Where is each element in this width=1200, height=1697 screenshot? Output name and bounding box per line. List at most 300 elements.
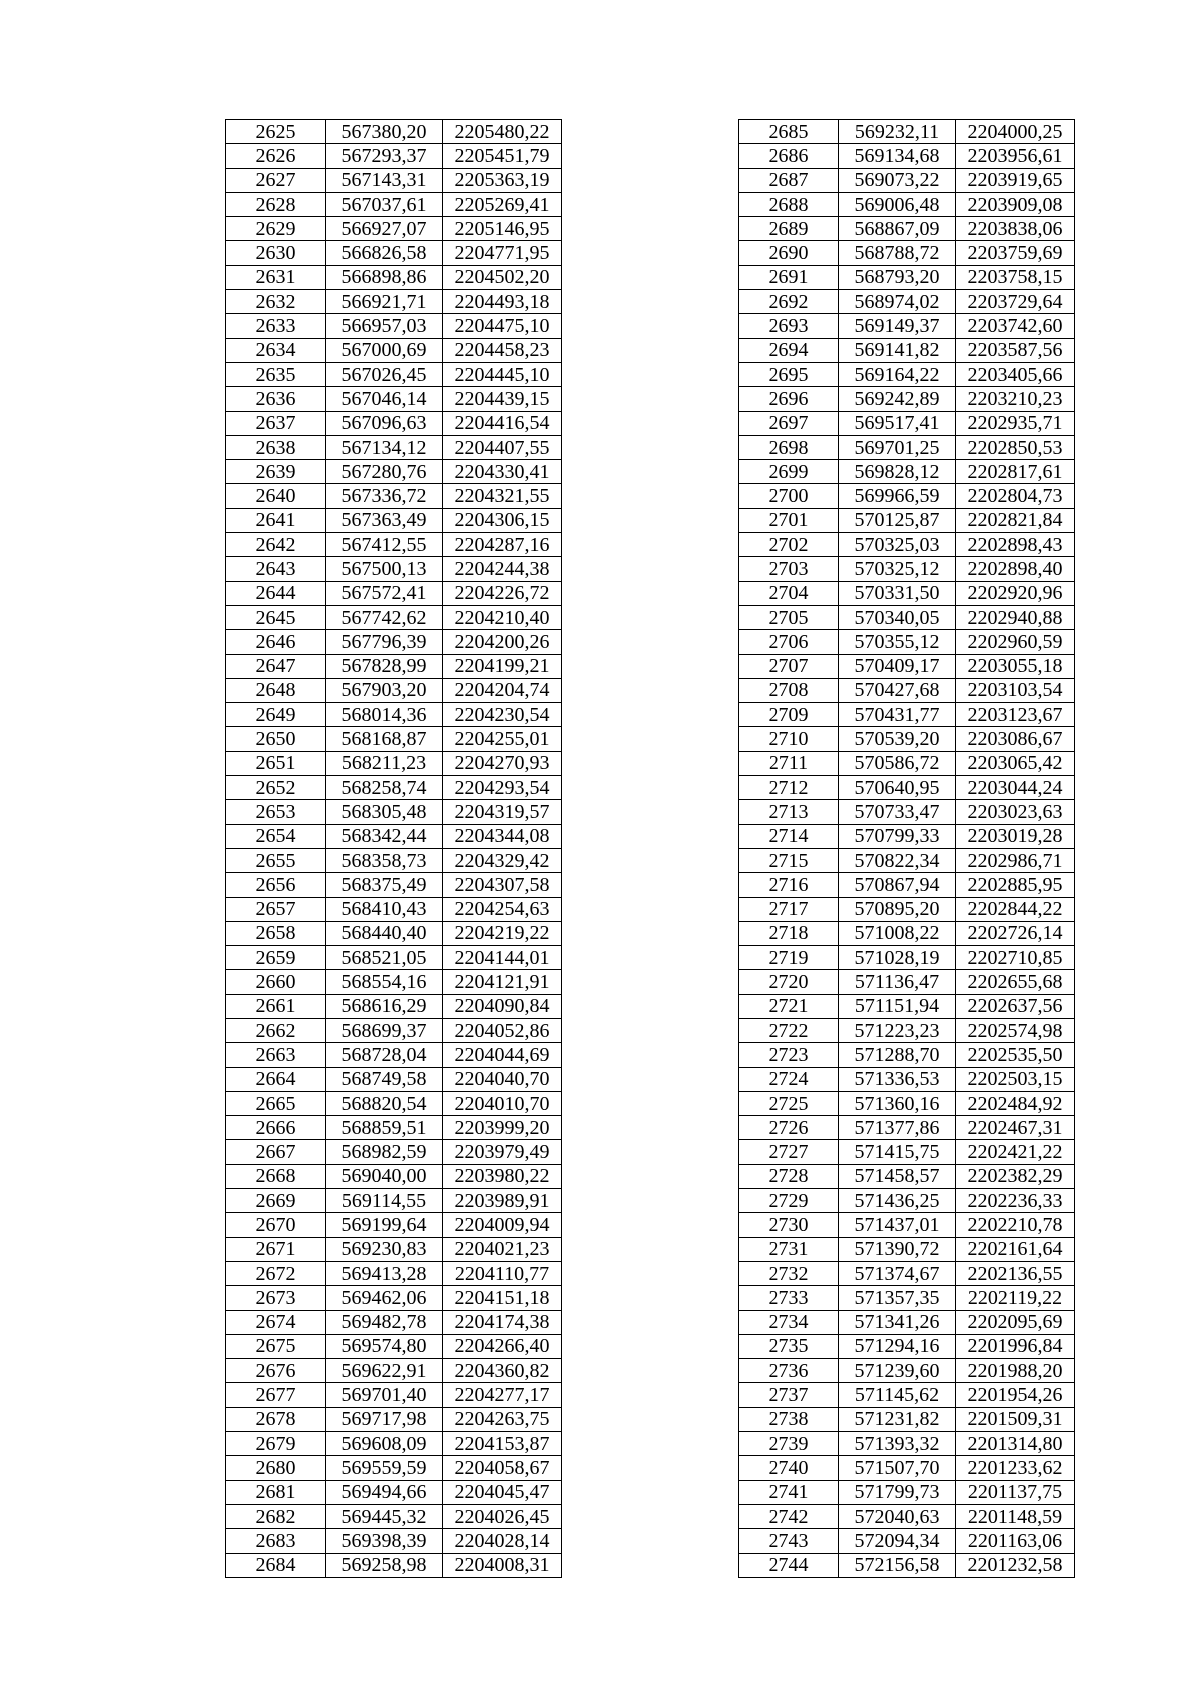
x-coordinate-cell: 571341,26 (839, 1310, 956, 1334)
point-number-cell: 2686 (739, 144, 839, 168)
x-coordinate-cell: 570895,20 (839, 897, 956, 921)
x-coordinate-cell: 566898,86 (326, 265, 443, 289)
table-row (739, 338, 1075, 362)
y-coordinate-cell: 2204439,15 (443, 387, 562, 411)
y-coordinate-cell: 2202119,22 (956, 1286, 1075, 1310)
table-row (739, 1213, 1075, 1237)
y-coordinate-cell: 2204010,70 (443, 1091, 562, 1115)
point-number-cell: 2625 (226, 120, 326, 144)
y-coordinate-cell: 2204009,94 (443, 1213, 562, 1237)
x-coordinate-cell: 568982,59 (326, 1140, 443, 1164)
table-row (739, 1359, 1075, 1383)
table-row (226, 630, 562, 654)
y-coordinate-cell: 2201509,31 (956, 1407, 1075, 1431)
point-number-cell: 2672 (226, 1261, 326, 1285)
table-row (739, 168, 1075, 192)
point-number-cell: 2682 (226, 1504, 326, 1528)
y-coordinate-cell: 2204255,01 (443, 727, 562, 751)
x-coordinate-cell: 567046,14 (326, 387, 443, 411)
point-number-cell: 2693 (739, 314, 839, 338)
x-coordinate-cell: 571288,70 (839, 1043, 956, 1067)
y-coordinate-cell: 2204044,69 (443, 1043, 562, 1067)
table-row (226, 1359, 562, 1383)
table-row (739, 265, 1075, 289)
coordinates-table-left (225, 119, 562, 1578)
y-coordinate-cell: 2203956,61 (956, 144, 1075, 168)
point-number-cell: 2694 (739, 338, 839, 362)
y-coordinate-cell: 2203044,24 (956, 776, 1075, 800)
x-coordinate-cell: 569574,80 (326, 1334, 443, 1358)
point-number-cell: 2679 (226, 1432, 326, 1456)
point-number-cell: 2692 (739, 290, 839, 314)
table-row (739, 1018, 1075, 1042)
y-coordinate-cell: 2204344,08 (443, 824, 562, 848)
x-coordinate-cell: 566927,07 (326, 217, 443, 241)
table-row (739, 1043, 1075, 1067)
y-coordinate-cell: 2204293,54 (443, 776, 562, 800)
table-row (739, 703, 1075, 727)
point-number-cell: 2687 (739, 168, 839, 192)
y-coordinate-cell: 2204254,63 (443, 897, 562, 921)
point-number-cell: 2654 (226, 824, 326, 848)
x-coordinate-cell: 568699,37 (326, 1018, 443, 1042)
y-coordinate-cell: 2203019,28 (956, 824, 1075, 848)
table-row (226, 362, 562, 386)
y-coordinate-cell: 2204270,93 (443, 751, 562, 775)
point-number-cell: 2741 (739, 1480, 839, 1504)
y-coordinate-cell: 2202503,15 (956, 1067, 1075, 1091)
point-number-cell: 2683 (226, 1529, 326, 1553)
x-coordinate-cell: 569242,89 (839, 387, 956, 411)
x-coordinate-cell: 569141,82 (839, 338, 956, 362)
y-coordinate-cell: 2205269,41 (443, 192, 562, 216)
x-coordinate-cell: 567500,13 (326, 557, 443, 581)
x-coordinate-cell: 569717,98 (326, 1407, 443, 1431)
point-number-cell: 2707 (739, 654, 839, 678)
x-coordinate-cell: 571151,94 (839, 994, 956, 1018)
y-coordinate-cell: 2202382,29 (956, 1164, 1075, 1188)
x-coordinate-cell: 566826,58 (326, 241, 443, 265)
x-coordinate-cell: 570325,12 (839, 557, 956, 581)
table-row (226, 168, 562, 192)
x-coordinate-cell: 569232,11 (839, 120, 956, 144)
point-number-cell: 2637 (226, 411, 326, 435)
y-coordinate-cell: 2204277,17 (443, 1383, 562, 1407)
y-coordinate-cell: 2204230,54 (443, 703, 562, 727)
y-coordinate-cell: 2203103,54 (956, 678, 1075, 702)
y-coordinate-cell: 2202935,71 (956, 411, 1075, 435)
point-number-cell: 2744 (739, 1553, 839, 1577)
point-number-cell: 2656 (226, 873, 326, 897)
y-coordinate-cell: 2201148,59 (956, 1504, 1075, 1528)
table-row (226, 848, 562, 872)
table-row (226, 1286, 562, 1310)
x-coordinate-cell: 570799,33 (839, 824, 956, 848)
table-row (226, 1456, 562, 1480)
point-number-cell: 2667 (226, 1140, 326, 1164)
point-number-cell: 2680 (226, 1456, 326, 1480)
table-row (739, 1504, 1075, 1528)
x-coordinate-cell: 570355,12 (839, 630, 956, 654)
table-row (739, 727, 1075, 751)
point-number-cell: 2674 (226, 1310, 326, 1334)
x-coordinate-cell: 571357,35 (839, 1286, 956, 1310)
y-coordinate-cell: 2203023,63 (956, 800, 1075, 824)
point-number-cell: 2642 (226, 533, 326, 557)
y-coordinate-cell: 2204200,26 (443, 630, 562, 654)
x-coordinate-cell: 568358,73 (326, 848, 443, 872)
x-coordinate-cell: 567903,20 (326, 678, 443, 702)
x-coordinate-cell: 568014,36 (326, 703, 443, 727)
y-coordinate-cell: 2201954,26 (956, 1383, 1075, 1407)
x-coordinate-cell: 570539,20 (839, 727, 956, 751)
y-coordinate-cell: 2204493,18 (443, 290, 562, 314)
table-row (226, 1140, 562, 1164)
x-coordinate-cell: 570409,17 (839, 654, 956, 678)
table-row (739, 1140, 1075, 1164)
point-number-cell: 2737 (739, 1383, 839, 1407)
x-coordinate-cell: 570125,87 (839, 508, 956, 532)
table-row (226, 921, 562, 945)
y-coordinate-cell: 2204045,47 (443, 1480, 562, 1504)
x-coordinate-cell: 569199,64 (326, 1213, 443, 1237)
table-row (739, 873, 1075, 897)
x-coordinate-cell: 570867,94 (839, 873, 956, 897)
table-row (739, 824, 1075, 848)
point-number-cell: 2709 (739, 703, 839, 727)
point-number-cell: 2733 (739, 1286, 839, 1310)
table-row (226, 1529, 562, 1553)
y-coordinate-cell: 2202710,85 (956, 946, 1075, 970)
y-coordinate-cell: 2203838,06 (956, 217, 1075, 241)
point-number-cell: 2703 (739, 557, 839, 581)
y-coordinate-cell: 2204287,16 (443, 533, 562, 557)
x-coordinate-cell: 570325,03 (839, 533, 956, 557)
point-number-cell: 2714 (739, 824, 839, 848)
table-row (739, 290, 1075, 314)
y-coordinate-cell: 2204199,21 (443, 654, 562, 678)
table-row (226, 508, 562, 532)
x-coordinate-cell: 568258,74 (326, 776, 443, 800)
x-coordinate-cell: 571028,19 (839, 946, 956, 970)
point-number-cell: 2647 (226, 654, 326, 678)
y-coordinate-cell: 2204330,41 (443, 460, 562, 484)
y-coordinate-cell: 2201314,80 (956, 1432, 1075, 1456)
point-number-cell: 2695 (739, 362, 839, 386)
table-row (739, 1237, 1075, 1261)
y-coordinate-cell: 2204360,82 (443, 1359, 562, 1383)
point-number-cell: 2735 (739, 1334, 839, 1358)
table-row (739, 1091, 1075, 1115)
y-coordinate-cell: 2203919,65 (956, 168, 1075, 192)
x-coordinate-cell: 569164,22 (839, 362, 956, 386)
y-coordinate-cell: 2203989,91 (443, 1189, 562, 1213)
table-row (739, 557, 1075, 581)
point-number-cell: 2696 (739, 387, 839, 411)
point-number-cell: 2685 (739, 120, 839, 144)
x-coordinate-cell: 569494,66 (326, 1480, 443, 1504)
table-row (226, 1334, 562, 1358)
table-row (226, 1213, 562, 1237)
table-row (226, 557, 562, 581)
table-row (739, 970, 1075, 994)
x-coordinate-cell: 568974,02 (839, 290, 956, 314)
y-coordinate-cell: 2202850,53 (956, 435, 1075, 459)
point-number-cell: 2651 (226, 751, 326, 775)
table-row (226, 144, 562, 168)
table-row (226, 411, 562, 435)
x-coordinate-cell: 571239,60 (839, 1359, 956, 1383)
y-coordinate-cell: 2202574,98 (956, 1018, 1075, 1042)
table-row (226, 1237, 562, 1261)
table-row (226, 727, 562, 751)
point-number-cell: 2718 (739, 921, 839, 945)
point-number-cell: 2719 (739, 946, 839, 970)
point-number-cell: 2673 (226, 1286, 326, 1310)
point-number-cell: 2734 (739, 1310, 839, 1334)
table-row (739, 1334, 1075, 1358)
point-number-cell: 2721 (739, 994, 839, 1018)
table-row (739, 241, 1075, 265)
point-number-cell: 2671 (226, 1237, 326, 1261)
y-coordinate-cell: 2201233,62 (956, 1456, 1075, 1480)
x-coordinate-cell: 568410,43 (326, 897, 443, 921)
point-number-cell: 2634 (226, 338, 326, 362)
table-row (739, 800, 1075, 824)
y-coordinate-cell: 2203587,56 (956, 338, 1075, 362)
point-number-cell: 2681 (226, 1480, 326, 1504)
y-coordinate-cell: 2204502,20 (443, 265, 562, 289)
x-coordinate-cell: 568305,48 (326, 800, 443, 824)
point-number-cell: 2653 (226, 800, 326, 824)
x-coordinate-cell: 571360,16 (839, 1091, 956, 1115)
point-number-cell: 2738 (739, 1407, 839, 1431)
x-coordinate-cell: 571390,72 (839, 1237, 956, 1261)
table-row (739, 1261, 1075, 1285)
table-row (226, 703, 562, 727)
table-row (226, 678, 562, 702)
x-coordinate-cell: 569149,37 (839, 314, 956, 338)
table-row (226, 290, 562, 314)
point-number-cell: 2724 (739, 1067, 839, 1091)
y-coordinate-cell: 2204008,31 (443, 1553, 562, 1577)
y-coordinate-cell: 2203065,42 (956, 751, 1075, 775)
y-coordinate-cell: 2204263,75 (443, 1407, 562, 1431)
table-row (226, 1261, 562, 1285)
table-row (739, 1383, 1075, 1407)
point-number-cell: 2715 (739, 848, 839, 872)
x-coordinate-cell: 569040,00 (326, 1164, 443, 1188)
y-coordinate-cell: 2204153,87 (443, 1432, 562, 1456)
point-number-cell: 2743 (739, 1529, 839, 1553)
table-row (226, 1504, 562, 1528)
point-number-cell: 2626 (226, 144, 326, 168)
point-number-cell: 2713 (739, 800, 839, 824)
x-coordinate-cell: 567380,20 (326, 120, 443, 144)
point-number-cell: 2702 (739, 533, 839, 557)
y-coordinate-cell: 2204090,84 (443, 994, 562, 1018)
coordinates-table-right (738, 119, 1075, 1578)
table-row (226, 460, 562, 484)
x-coordinate-cell: 571377,86 (839, 1116, 956, 1140)
table-row (226, 1383, 562, 1407)
point-number-cell: 2669 (226, 1189, 326, 1213)
point-number-cell: 2636 (226, 387, 326, 411)
point-number-cell: 2728 (739, 1164, 839, 1188)
point-number-cell: 2726 (739, 1116, 839, 1140)
x-coordinate-cell: 569701,40 (326, 1383, 443, 1407)
point-number-cell: 2729 (739, 1189, 839, 1213)
table-row (226, 1116, 562, 1140)
y-coordinate-cell: 2204219,22 (443, 921, 562, 945)
y-coordinate-cell: 2203123,67 (956, 703, 1075, 727)
y-coordinate-cell: 2204445,10 (443, 362, 562, 386)
x-coordinate-cell: 569482,78 (326, 1310, 443, 1334)
y-coordinate-cell: 2201232,58 (956, 1553, 1075, 1577)
point-number-cell: 2643 (226, 557, 326, 581)
point-number-cell: 2701 (739, 508, 839, 532)
point-number-cell: 2736 (739, 1359, 839, 1383)
x-coordinate-cell: 569517,41 (839, 411, 956, 435)
x-coordinate-cell: 569006,48 (839, 192, 956, 216)
table-row (226, 192, 562, 216)
point-number-cell: 2639 (226, 460, 326, 484)
y-coordinate-cell: 2203210,23 (956, 387, 1075, 411)
table-row (226, 314, 562, 338)
y-coordinate-cell: 2204458,23 (443, 338, 562, 362)
table-row (739, 460, 1075, 484)
y-coordinate-cell: 2203979,49 (443, 1140, 562, 1164)
point-number-cell: 2725 (739, 1091, 839, 1115)
table-row (739, 1456, 1075, 1480)
x-coordinate-cell: 567000,69 (326, 338, 443, 362)
x-coordinate-cell: 568168,87 (326, 727, 443, 751)
y-coordinate-cell: 2204052,86 (443, 1018, 562, 1042)
x-coordinate-cell: 570640,95 (839, 776, 956, 800)
y-coordinate-cell: 2203980,22 (443, 1164, 562, 1188)
x-coordinate-cell: 567134,12 (326, 435, 443, 459)
y-coordinate-cell: 2204026,45 (443, 1504, 562, 1528)
y-coordinate-cell: 2204110,77 (443, 1261, 562, 1285)
table-row (739, 192, 1075, 216)
y-coordinate-cell: 2202236,33 (956, 1189, 1075, 1213)
point-number-cell: 2689 (739, 217, 839, 241)
point-number-cell: 2717 (739, 897, 839, 921)
x-coordinate-cell: 568793,20 (839, 265, 956, 289)
table-row (739, 1553, 1075, 1577)
x-coordinate-cell: 567742,62 (326, 605, 443, 629)
table-row (739, 678, 1075, 702)
table-row (739, 1164, 1075, 1188)
x-coordinate-cell: 570340,05 (839, 605, 956, 629)
table-row (739, 921, 1075, 945)
y-coordinate-cell: 2202467,31 (956, 1116, 1075, 1140)
y-coordinate-cell: 2204204,74 (443, 678, 562, 702)
y-coordinate-cell: 2205363,19 (443, 168, 562, 192)
point-number-cell: 2740 (739, 1456, 839, 1480)
y-coordinate-cell: 2203759,69 (956, 241, 1075, 265)
x-coordinate-cell: 567572,41 (326, 581, 443, 605)
y-coordinate-cell: 2204151,18 (443, 1286, 562, 1310)
y-coordinate-cell: 2204028,14 (443, 1529, 562, 1553)
point-number-cell: 2646 (226, 630, 326, 654)
table-row (739, 314, 1075, 338)
y-coordinate-cell: 2204321,55 (443, 484, 562, 508)
point-number-cell: 2630 (226, 241, 326, 265)
x-coordinate-cell: 571223,23 (839, 1018, 956, 1042)
x-coordinate-cell: 569114,55 (326, 1189, 443, 1213)
x-coordinate-cell: 566957,03 (326, 314, 443, 338)
x-coordinate-cell: 569622,91 (326, 1359, 443, 1383)
table-row (226, 1091, 562, 1115)
y-coordinate-cell: 2203086,67 (956, 727, 1075, 751)
y-coordinate-cell: 2204306,15 (443, 508, 562, 532)
point-number-cell: 2632 (226, 290, 326, 314)
table-row (739, 630, 1075, 654)
point-number-cell: 2712 (739, 776, 839, 800)
table-row (739, 751, 1075, 775)
table-row (226, 751, 562, 775)
y-coordinate-cell: 2202960,59 (956, 630, 1075, 654)
x-coordinate-cell: 571336,53 (839, 1067, 956, 1091)
y-coordinate-cell: 2202535,50 (956, 1043, 1075, 1067)
x-coordinate-cell: 571799,73 (839, 1480, 956, 1504)
y-coordinate-cell: 2202986,71 (956, 848, 1075, 872)
x-coordinate-cell: 571458,57 (839, 1164, 956, 1188)
point-number-cell: 2663 (226, 1043, 326, 1067)
point-number-cell: 2629 (226, 217, 326, 241)
point-number-cell: 2657 (226, 897, 326, 921)
x-coordinate-cell: 567280,76 (326, 460, 443, 484)
x-coordinate-cell: 569134,68 (839, 144, 956, 168)
table-row (739, 581, 1075, 605)
y-coordinate-cell: 2203729,64 (956, 290, 1075, 314)
table-row (226, 897, 562, 921)
point-number-cell: 2677 (226, 1383, 326, 1407)
point-number-cell: 2710 (739, 727, 839, 751)
table-row (226, 581, 562, 605)
x-coordinate-cell: 567026,45 (326, 362, 443, 386)
x-coordinate-cell: 568749,58 (326, 1067, 443, 1091)
table-row (226, 1553, 562, 1577)
point-number-cell: 2662 (226, 1018, 326, 1042)
x-coordinate-cell: 570427,68 (839, 678, 956, 702)
point-number-cell: 2720 (739, 970, 839, 994)
table-row (739, 1432, 1075, 1456)
point-number-cell: 2660 (226, 970, 326, 994)
y-coordinate-cell: 2201163,06 (956, 1529, 1075, 1553)
x-coordinate-cell: 569462,06 (326, 1286, 443, 1310)
y-coordinate-cell: 2203742,60 (956, 314, 1075, 338)
point-number-cell: 2659 (226, 946, 326, 970)
point-number-cell: 2704 (739, 581, 839, 605)
y-coordinate-cell: 2201996,84 (956, 1334, 1075, 1358)
y-coordinate-cell: 2202804,73 (956, 484, 1075, 508)
table-row (739, 120, 1075, 144)
table-row (739, 144, 1075, 168)
x-coordinate-cell: 569258,98 (326, 1553, 443, 1577)
y-coordinate-cell: 2202095,69 (956, 1310, 1075, 1334)
table-row (739, 605, 1075, 629)
table-row (226, 533, 562, 557)
table-row (226, 217, 562, 241)
x-coordinate-cell: 571008,22 (839, 921, 956, 945)
x-coordinate-cell: 568788,72 (839, 241, 956, 265)
point-number-cell: 2688 (739, 192, 839, 216)
point-number-cell: 2627 (226, 168, 326, 192)
x-coordinate-cell: 567096,63 (326, 411, 443, 435)
point-number-cell: 2650 (226, 727, 326, 751)
